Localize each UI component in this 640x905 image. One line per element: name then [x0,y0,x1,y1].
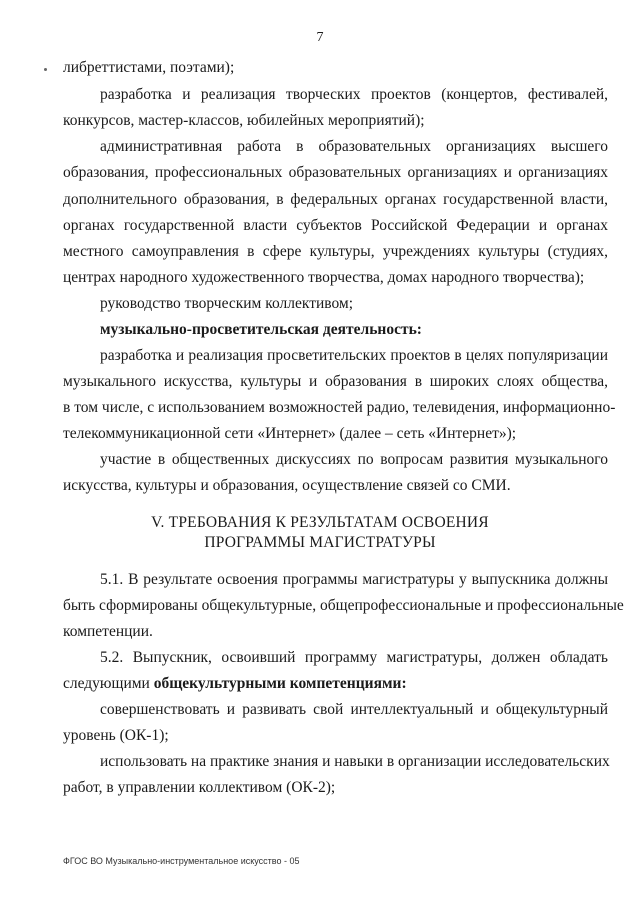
text-line: конкурсов, мастер-классов, юбилейных мероприятий); [63,112,425,129]
text-line: быть сформированы общекультурные, общепрофессиональные и профессиональные [63,597,624,614]
section-heading-line2: ПРОГРАММЫ МАГИСТРАТУРЫ [204,534,436,551]
text-line: работ, в управлении коллективом (ОК-2); [63,779,336,796]
text-line: использовать на практике знания и навыки в организации исследовательских [100,753,610,770]
text-line: дополнительного образования, в федеральных органах государственной власти, [63,191,608,208]
text-line: либреттистами, поэтами); [63,59,235,76]
text-line: компетенции. [63,623,153,640]
page-number: 7 [316,30,324,45]
scan-speck [44,68,47,71]
text-line: участие в общественных дискуссиях по вопросам развития музыкального [100,451,608,468]
footer-note: ФГОС ВО Музыкально-инструментальное искусство - 05 [63,856,300,866]
text-line: разработка и реализация просветительских проектов в целях популяризации [100,347,608,364]
text-line: центрах народного художественного творчества, домах народного творчества); [63,269,585,286]
section-heading-line1: V. ТРЕБОВАНИЯ К РЕЗУЛЬТАТАМ ОСВОЕНИЯ [151,514,489,531]
text-line: разработка и реализация творческих проектов (концертов, фестивалей, [100,86,608,103]
text-line: телекоммуникационной сети «Интернет» (далее – сеть «Интернет»); [63,425,517,442]
text-line: образования, профессиональных образовательных организациях и организациях [63,164,608,181]
text-line: 5.1. В результате освоения программы магистратуры у выпускника должны [100,571,608,588]
section-subheading: музыкально-просветительская деятельность: [100,321,422,338]
text-line: 5.2. Выпускник, освоивший программу магистратуры, должен обладать [100,649,608,666]
text-line: музыкального искусства, культуры и образования в широких слоях общества, [63,373,608,390]
text-line: органах государственной власти субъектов Российской Федерации и органах [63,217,608,234]
bold-term: общекультурными компетенциями: [153,675,407,692]
text-line: в том числе, с использованием возможностей радио, телевидения, информационно- [63,399,616,416]
text-line: совершенствовать и развивать свой интеллектуальный и общекультурный [100,701,608,718]
text-line: искусства, культуры и образования, осуществление связей со СМИ. [63,477,511,494]
text-line [63,674,407,694]
text-line: руководство творческим коллективом; [100,295,354,312]
text-line: административная работа в образовательных организациях высшего [100,138,608,155]
text-fragment: следующими [63,675,154,692]
text-line: местного самоуправления в сфере культуры, учреждениях культуры (студиях, [63,243,608,260]
text-line: уровень (ОК-1); [63,727,169,744]
